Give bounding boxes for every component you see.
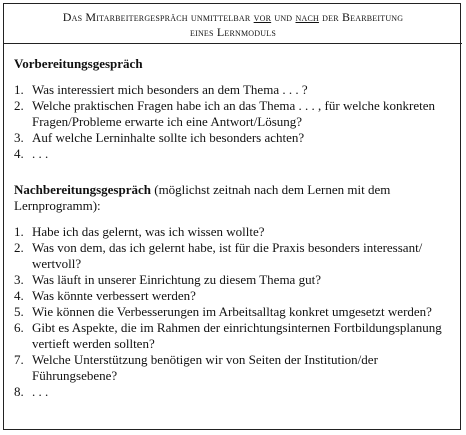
item-text: Was könnte verbessert werden?: [32, 288, 196, 303]
item-number: 4.: [14, 288, 24, 303]
list-item: [14, 82, 459, 98]
item-number: 7.: [14, 352, 24, 367]
item-number: 8.: [14, 384, 24, 399]
header-text-und: und: [274, 10, 293, 24]
header-line-1: [4, 10, 462, 25]
list-item: [14, 320, 459, 352]
item-number: 3.: [14, 272, 24, 287]
list-item: [14, 272, 459, 288]
list-item: [14, 304, 459, 320]
list-vorbereitung: [14, 82, 459, 162]
section-gap: [14, 162, 459, 182]
header-line-2: eines Lernmoduls: [190, 25, 276, 39]
item-text: Was von dem, das ich gelernt habe, ist für die Praxis besonders interessant/ wertvoll?: [32, 240, 423, 271]
list-item: [14, 224, 459, 240]
item-text: Gibt es Aspekte, die im Rahmen der einrichtungsinternen Fortbildungsplanung vertieft werden sollten?: [32, 320, 442, 351]
list-item: [14, 288, 459, 304]
item-number: 1.: [14, 224, 24, 239]
list-item: [14, 146, 459, 162]
header-text-a: Das Mitarbeitergespräch unmittelbar: [62, 10, 251, 24]
item-text: Auf welche Lerninhalte sollte ich besonders achten?: [32, 130, 305, 145]
section-title-nachbereitung-text: Nachbereitungsgespräch: [14, 182, 151, 197]
list-nachbereitung: [14, 224, 459, 400]
item-number: 5.: [14, 304, 24, 319]
header-text-vor: vor: [253, 10, 272, 24]
header-text-b: der Bearbeitung: [322, 10, 404, 24]
item-number: 6.: [14, 320, 24, 335]
section-note: (möglichst zeitnah nach dem Lernen mit dem Lernprogramm):: [14, 182, 391, 213]
list-item: [14, 352, 459, 384]
item-text: Welche Unterstützung benötigen wir von Seiten der Institution/der Führungsebene?: [32, 352, 378, 383]
item-number: 2.: [14, 98, 24, 113]
item-text: Habe ich das gelernt, was ich wissen wollte?: [32, 224, 265, 239]
item-text: Was interessiert mich besonders an dem Thema . . . ?: [32, 82, 308, 97]
document-box: [3, 3, 461, 430]
document-header: [4, 4, 462, 44]
item-number: 1.: [14, 82, 24, 97]
list-item: [14, 130, 459, 146]
item-number: 3.: [14, 130, 24, 145]
header-text-nach: nach: [295, 10, 319, 24]
item-number: 4.: [14, 146, 24, 161]
item-text: Welche praktischen Fragen habe ich an das Thema . . . , für welche konkreten Fragen/Probleme erwarte ich eine Antwort/Lösung?: [32, 98, 435, 129]
list-item: [14, 240, 459, 272]
list-item: [14, 98, 459, 130]
item-text: . . .: [32, 384, 49, 399]
section-title-vorbereitung: Vorbereitungsgespräch: [14, 56, 143, 71]
item-text: Wie können die Verbesserungen im Arbeitsalltag konkret umgesetzt werden?: [32, 304, 432, 319]
document-content: [14, 56, 459, 400]
item-text: . . .: [32, 146, 49, 161]
item-text: Was läuft in unserer Einrichtung zu diesem Thema gut?: [32, 272, 321, 287]
section-title-nachbereitung: [14, 182, 459, 214]
item-number: 2.: [14, 240, 24, 255]
list-item: [14, 384, 459, 400]
